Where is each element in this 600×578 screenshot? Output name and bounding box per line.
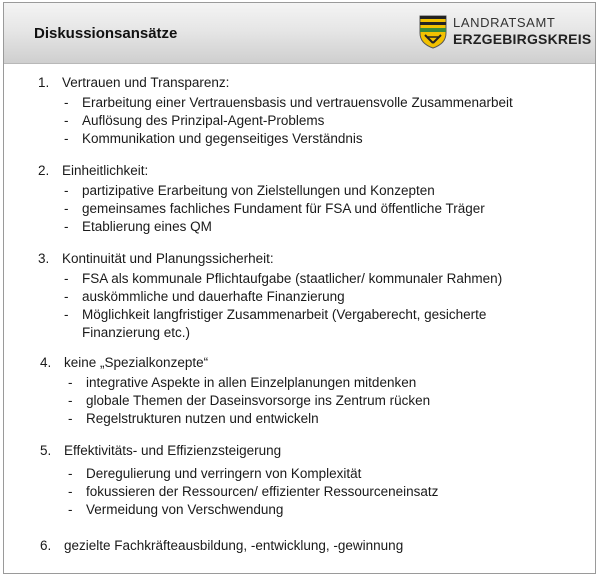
list-item: - Vermeidung von Verschwendung xyxy=(68,502,284,517)
page-title: Diskussionsansätze xyxy=(34,25,178,42)
section-number: 1. xyxy=(38,75,50,90)
section-title: Kontinuität und Planungssicherheit: xyxy=(62,251,274,266)
section-heading xyxy=(40,538,403,553)
section-number: 2. xyxy=(38,163,50,178)
list-item: - Etablierung eines QM xyxy=(64,219,212,234)
logo-line2: ERZGEBIRGSKREIS xyxy=(453,31,592,47)
section-title: Einheitlichkeit: xyxy=(62,163,149,178)
list-item: - Möglichkeit langfristiger Zusammenarbeit (Vergaberecht, gesicherte xyxy=(64,307,487,322)
section-heading xyxy=(40,443,281,458)
list-item: - FSA als kommunale Pflichtaufgabe (staatlicher/ kommunaler Rahmen) xyxy=(64,271,503,286)
section-title: keine „Spezialkonzepte“ xyxy=(64,355,209,370)
list-item-continuation: Finanzierung etc.) xyxy=(82,325,191,340)
section-heading xyxy=(38,163,148,178)
logo-line1: LANDRATSAMT xyxy=(453,15,556,30)
list-item: - partizipative Erarbeitung von Zielstellungen und Konzepten xyxy=(64,183,435,198)
list-item: - Auflösung des Prinzipal-Agent-Problems xyxy=(64,113,325,128)
slide-frame xyxy=(3,2,596,574)
header-bar xyxy=(4,3,595,64)
section-title: Effektivitäts- und Effizienzsteigerung xyxy=(64,443,282,458)
list-item: - gemeinsames fachliches Fundament für FSA und öffentliche Träger xyxy=(64,201,485,216)
section-number: 3. xyxy=(38,251,50,266)
list-item: - Kommunikation und gegenseitiges Verständnis xyxy=(64,131,363,146)
list-item: - integrative Aspekte in allen Einzelplanungen mitdenken xyxy=(68,375,417,390)
list-item: - Deregulierung und verringern von Komplexität xyxy=(68,466,362,481)
list-item: - Erarbeitung einer Vertrauensbasis und vertrauensvolle Zusammenarbeit xyxy=(64,95,513,110)
list-item: - globale Themen der Daseinsvorsorge ins Zentrum rücken xyxy=(68,393,431,408)
list-item: - Regelstrukturen nutzen und entwickeln xyxy=(68,411,319,426)
landratsamt-logo xyxy=(419,14,592,54)
section-heading xyxy=(38,251,274,266)
section-heading xyxy=(40,355,208,370)
list-item: - fokussieren der Ressourcen/ effizienter Ressourceneinsatz xyxy=(68,484,439,499)
section-number: 6. xyxy=(40,538,52,553)
list-item: - auskömmliche und dauerhafte Finanzierung xyxy=(64,289,345,304)
section-heading xyxy=(38,75,229,90)
section-title: gezielte Fachkräfteausbildung, -entwicklung, -gewinnung xyxy=(64,538,404,553)
coat-of-arms-icon xyxy=(419,15,447,49)
section-number: 5. xyxy=(40,443,52,458)
section-number: 4. xyxy=(40,355,52,370)
section-title: Vertrauen und Transparenz: xyxy=(62,75,230,90)
